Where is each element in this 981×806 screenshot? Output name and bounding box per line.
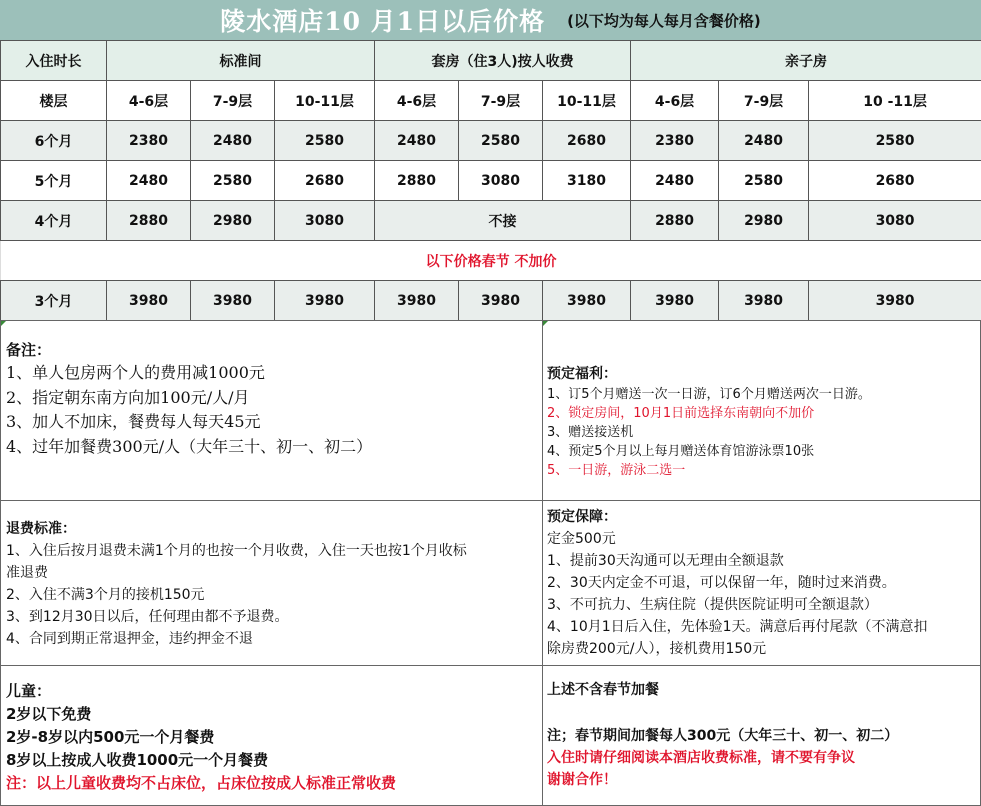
title-bar	[0, 0, 981, 40]
price-cell: 2480	[719, 121, 809, 161]
refund-item: 2、入住不满3个月的接机150元	[6, 587, 205, 603]
benefits-item: 1、订5个月赠送一次一日游，订6个月赠送两次一日游。	[547, 387, 871, 402]
page-subtitle: (以下均为每人每月含餐价格)	[567, 11, 761, 30]
refund-item: 4、合同到期正常退押金，违约押金不退	[6, 631, 253, 647]
price-cell: 3980	[809, 281, 981, 321]
price-cell: 2580	[809, 121, 981, 161]
guarantee-item: 2、30天内定金不可退，可以保留一年，随时过来消费。	[547, 575, 896, 591]
spring-festival-notice: 以下价格春节 不加价	[1, 241, 981, 281]
price-cell: 2580	[719, 161, 809, 201]
children-box	[0, 665, 543, 806]
remarks-box	[0, 320, 543, 501]
stay-duration-header: 入住时长	[1, 41, 107, 81]
spacer	[547, 701, 980, 725]
price-cell: 2980	[719, 201, 809, 241]
floor-cell: 4-6层	[107, 81, 191, 121]
festival-title: 上述不含春节加餐	[547, 682, 659, 698]
cell-corner-mark	[1, 321, 6, 326]
price-cell: 2480	[191, 121, 275, 161]
benefits-title: 预定福利：	[547, 366, 617, 382]
refund-title: 退费标准：	[6, 521, 76, 537]
notes-section	[0, 320, 981, 806]
floor-cell: 10 -11层	[809, 81, 981, 121]
price-cell: 3980	[719, 281, 809, 321]
table-row	[1, 201, 981, 241]
refund-item: 准退费	[6, 565, 48, 581]
duration-cell: 5个月	[1, 161, 107, 201]
floor-cell: 10-11层	[275, 81, 375, 121]
room-type-family: 亲子房	[631, 41, 981, 81]
guarantee-title: 预定保障：	[547, 509, 617, 525]
guarantee-box	[542, 500, 981, 666]
refund-box	[0, 500, 543, 666]
price-cell: 2380	[107, 121, 191, 161]
room-type-suite: 套房（住3人)按人收费	[375, 41, 631, 81]
benefits-item: 3、赠送接送机	[547, 425, 634, 440]
price-cell: 3980	[631, 281, 719, 321]
children-item: 2岁以下免费	[6, 705, 92, 723]
cell-corner-mark	[543, 321, 548, 326]
floor-cell: 7-9层	[719, 81, 809, 121]
guarantee-item: 1、提前30天沟通可以无理由全额退款	[547, 553, 784, 569]
floor-cell: 4-6层	[631, 81, 719, 121]
festival-thanks: 谢谢合作！	[547, 772, 617, 788]
benefits-item: 5、一日游，游泳二选一	[547, 463, 686, 478]
remarks-item: 2、指定朝东南方向加100元/人/月	[6, 387, 250, 407]
festival-warning: 入住时请仔细阅读本酒店收费标准，请不要有争议	[547, 750, 855, 766]
table-row	[1, 121, 981, 161]
price-cell: 2580	[459, 121, 543, 161]
benefits-box	[542, 320, 981, 501]
remarks-item: 1、单人包房两个人的费用减1000元	[6, 363, 265, 382]
remarks-item: 3、加人不加床，餐费每人每天45元	[6, 412, 261, 431]
floor-header: 楼层	[1, 81, 107, 121]
benefits-item: 4、预定5个月以上每月赠送体育馆游泳票10张	[547, 444, 815, 459]
floor-cell: 7-9层	[191, 81, 275, 121]
duration-cell: 3个月	[1, 281, 107, 321]
price-cell: 3080	[275, 201, 375, 241]
festival-note: 注；春节期间加餐每人300元（大年三十、初一、初二）	[547, 728, 899, 744]
guarantee-item: 除房费200元/人），接机费用150元	[547, 641, 767, 657]
price-cell: 2980	[191, 201, 275, 241]
price-cell: 2580	[275, 121, 375, 161]
price-cell: 2480	[631, 161, 719, 201]
price-cell: 3980	[543, 281, 631, 321]
price-cell: 3980	[375, 281, 459, 321]
benefits-item: 2、锁定房间，10月1日前选择东南朝向不加价	[547, 406, 815, 421]
price-cell: 2680	[543, 121, 631, 161]
price-cell: 2880	[107, 201, 191, 241]
room-type-standard: 标准间	[107, 41, 375, 81]
table-row	[1, 161, 981, 201]
table-row	[1, 281, 981, 321]
price-cell: 2380	[631, 121, 719, 161]
refund-item: 1、入住后按月退费未满1个月的也按一个月收费，入住一天也按1个月收标	[6, 543, 467, 559]
price-cell: 3980	[191, 281, 275, 321]
price-cell: 2680	[275, 161, 375, 201]
festival-box	[542, 665, 981, 806]
room-type-row	[1, 41, 981, 81]
floor-cell: 7-9层	[459, 81, 543, 121]
remarks-item: 4、过年加餐费300元/人（大年三十、初一、初二）	[6, 436, 373, 456]
price-table	[0, 40, 981, 321]
price-cell: 2480	[375, 121, 459, 161]
children-item: 2岁-8岁以内500元一个月餐费	[6, 728, 215, 746]
guarantee-item: 4、10月1日后入住，先体验1天。满意后再付尾款（不满意扣	[547, 619, 928, 635]
suite-not-accepted-cell: 不接	[375, 201, 631, 241]
duration-cell: 6个月	[1, 121, 107, 161]
notice-row	[1, 241, 981, 281]
children-title: 儿童：	[6, 682, 52, 700]
guarantee-deposit: 定金500元	[547, 531, 616, 547]
price-cell: 2680	[809, 161, 981, 201]
price-cell: 2580	[191, 161, 275, 201]
duration-cell: 4个月	[1, 201, 107, 241]
page-title: 陵水酒店10 月1日以后价格	[220, 7, 546, 36]
price-cell: 3980	[107, 281, 191, 321]
children-item: 8岁以上按成人收费1000元一个月餐费	[6, 751, 269, 769]
refund-item: 3、到12月30日以后，任何理由都不予退费。	[6, 609, 289, 625]
price-cell: 2880	[375, 161, 459, 201]
remarks-title: 备注：	[6, 341, 52, 359]
children-note: 注：以上儿童收费均不占床位，占床位按成人标准正常收费	[6, 774, 397, 792]
price-cell: 3980	[459, 281, 543, 321]
price-cell: 3180	[543, 161, 631, 201]
floor-cell: 4-6层	[375, 81, 459, 121]
guarantee-item: 3、不可抗力、生病住院（提供医院证明可全额退款）	[547, 597, 878, 613]
price-cell: 3980	[275, 281, 375, 321]
price-cell: 3080	[459, 161, 543, 201]
floor-row	[1, 81, 981, 121]
price-cell: 2880	[631, 201, 719, 241]
price-cell: 3080	[809, 201, 981, 241]
price-cell: 2480	[107, 161, 191, 201]
floor-cell: 10-11层	[543, 81, 631, 121]
